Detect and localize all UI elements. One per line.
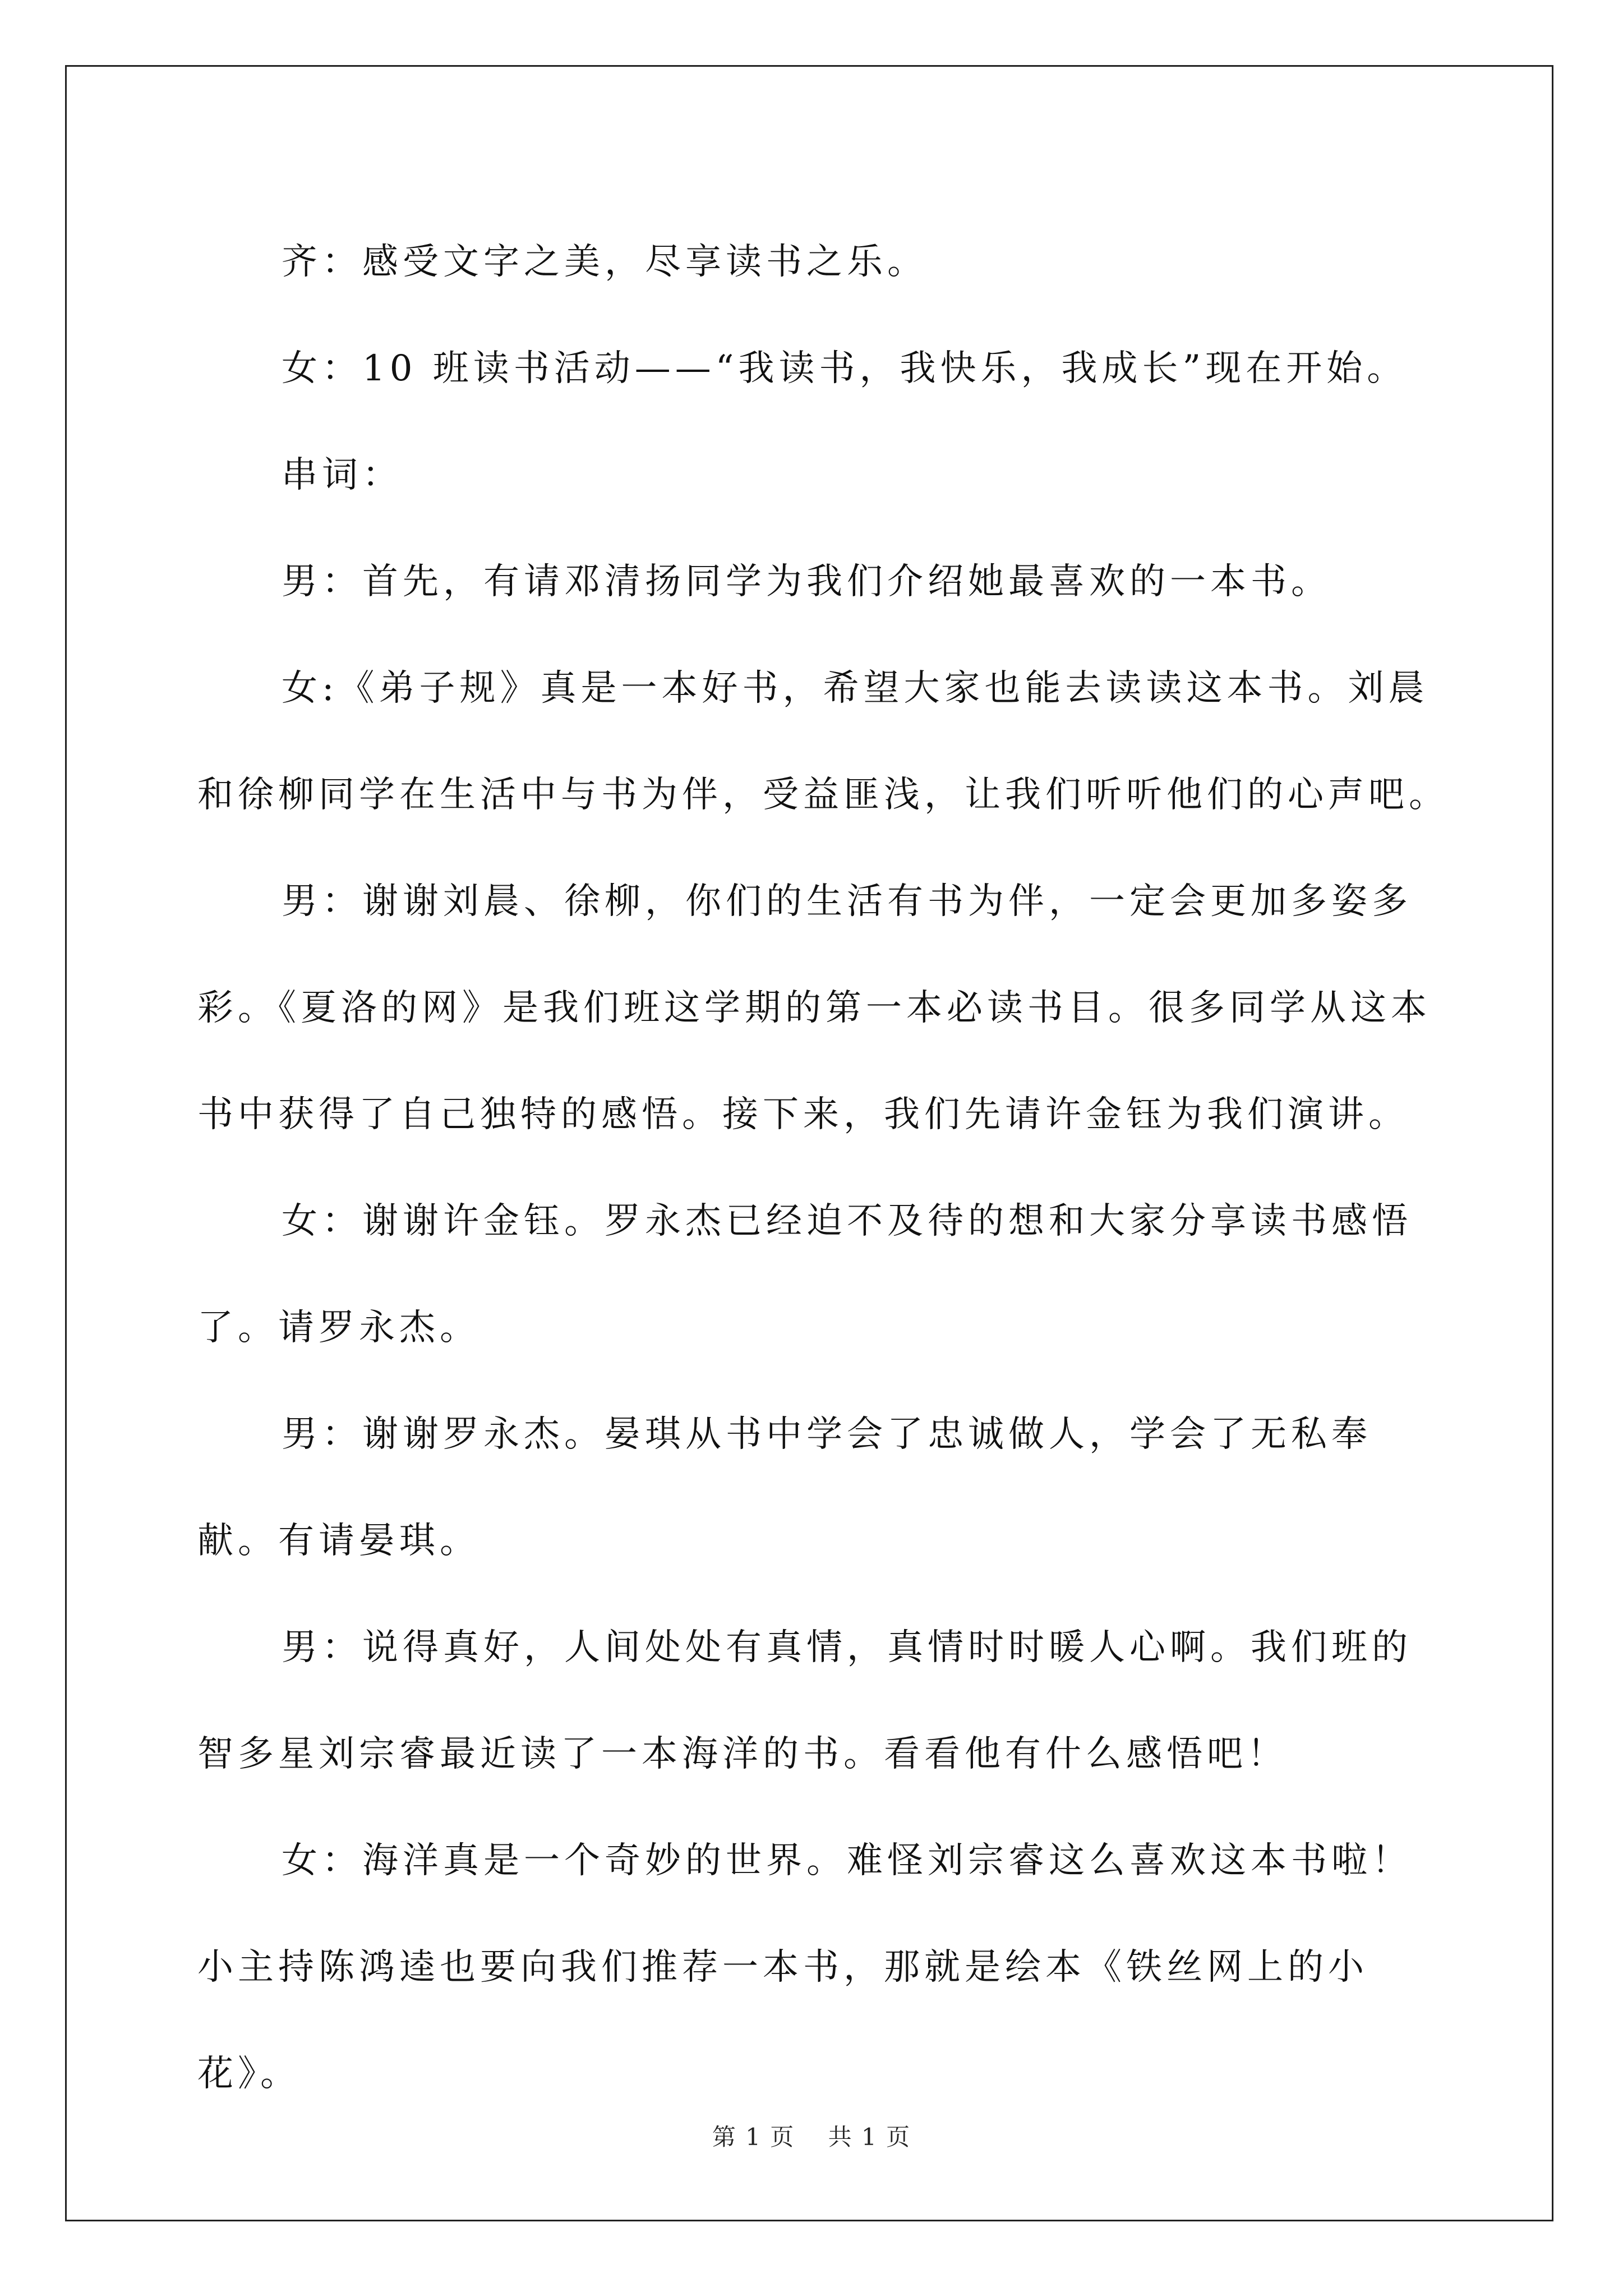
- paragraph-male-intro: 男：首先，有请邓清扬同学为我们介绍她最喜欢的一本书。: [282, 561, 1331, 602]
- paragraph-female-ocean: 女：海洋真是一个奇妙的世界。难怪刘宗睿这么喜欢这本书啦！小主持陈鸿逵也要向我们推荐一本书，那就是绘本《铁丝网上的小花》。: [197, 1840, 1412, 2095]
- paragraph-transition-heading: 串词：: [282, 454, 403, 496]
- page-total: 共 1 页: [828, 2123, 911, 2151]
- paragraph-female-xu: 女：谢谢许金钰。罗永杰已经迫不及待的想和大家分享读书感悟了。请罗永杰。: [197, 1200, 1412, 1349]
- paragraph-male-luo: 男：谢谢罗永杰。晏琪从书中学会了忠诚做人，学会了无私奉献。有请晏琪。: [197, 1414, 1372, 1562]
- document-body: [197, 209, 1451, 2127]
- page-number: 第 1 页: [712, 2123, 795, 2151]
- paragraph-female-dizigui: 女:《弟子规》真是一本好书，希望大家也能去读读这本书。刘晨和徐柳同学在生活中与书为伴，受益匪浅，让我们听听他们的心声吧。: [197, 668, 1449, 816]
- page-footer: [0, 2119, 1623, 2152]
- paragraph-male-liu: 男：说得真好，人间处处有真情，真情时时暖人心啊。我们班的智多星刘宗睿最近读了一本海洋的书。看看他有什么感悟吧！: [197, 1627, 1412, 1775]
- paragraph-male-charlotte: 男：谢谢刘晨、徐柳，你们的生活有书为伴，一定会更加多姿多彩。《夏洛的网》是我们班这学期的第一本必读书目。很多同学从这本书中获得了自己独特的感悟。接下来，我们先请许金钰为我们演讲。: [197, 881, 1431, 1135]
- paragraph-opening: 齐：感受文字之美，尽享读书之乐。: [282, 241, 928, 283]
- paragraph-activity-start: 女：10 班读书活动——“我读书，我快乐，我成长”现在开始。: [282, 348, 1408, 389]
